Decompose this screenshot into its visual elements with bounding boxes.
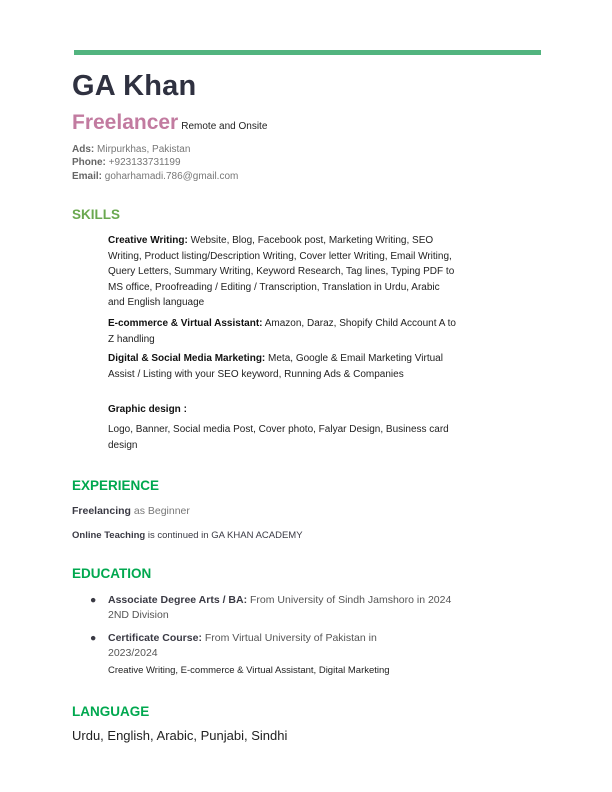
language-heading: LANGUAGE [72, 704, 150, 719]
bullet-icon: ● [90, 632, 97, 644]
title-text: Freelancer [72, 111, 179, 134]
candidate-name: GA Khan [72, 70, 197, 102]
accent-bar [74, 50, 541, 55]
education-item: ● Certificate Course: From Virtual University of Pakistan in 2023/2024 [90, 632, 377, 659]
experience-heading: EXPERIENCE [72, 478, 160, 493]
contact-address: Ads: Mirpurkhas, Pakistan [72, 144, 191, 155]
contact-phone: Phone: +923133731199 [72, 157, 181, 168]
experience-item: Freelancing as Beginner [72, 505, 190, 517]
graphic-design-detail: Logo, Banner, Social media Post, Cover photo, Falyar Design, Business card design [108, 424, 449, 451]
skills-heading: SKILLS [72, 207, 121, 222]
skill-creative-writing: Creative Writing: Website, Blog, Facebook post, Marketing Writing, SEO Writing, Product listing/Description Writing, Cover letter Writing, Email Writing, Query Letters, Summary Writing, Keyword Research, Tag lines, Typing PDF to MS office, Proofreading / Editing / Transcription, Translation in Urdu, Arabic and English language [108, 235, 455, 308]
languages-list: Urdu, English, Arabic, Punjabi, Sindhi [72, 728, 288, 743]
education-item: ● Associate Degree Arts / BA: From University of Sindh Jamshoro in 2024 2ND Division [90, 594, 452, 621]
contact-email: Email: goharhamadi.786@gmail.com [72, 171, 239, 182]
subtitle-text: Remote and Onsite [181, 121, 268, 132]
certificate-detail: Creative Writing, E-commerce & Virtual Assistant, Digital Marketing [108, 665, 390, 676]
skill-graphic-design: Graphic design : [108, 404, 187, 415]
skill-ecommerce: E-commerce & Virtual Assistant: Amazon, Daraz, Shopify Child Account A to Z handling [108, 318, 456, 345]
experience-item: Online Teaching is continued in GA KHAN ACADEMY [72, 530, 303, 541]
education-heading: EDUCATION [72, 566, 152, 581]
bullet-icon: ● [90, 594, 97, 606]
job-title [72, 111, 267, 135]
skill-digital-marketing: Digital & Social Media Marketing: Meta, Google & Email Marketing Virtual Assist / Listing with your SEO keyword, Running Ads & Companies [108, 353, 443, 380]
